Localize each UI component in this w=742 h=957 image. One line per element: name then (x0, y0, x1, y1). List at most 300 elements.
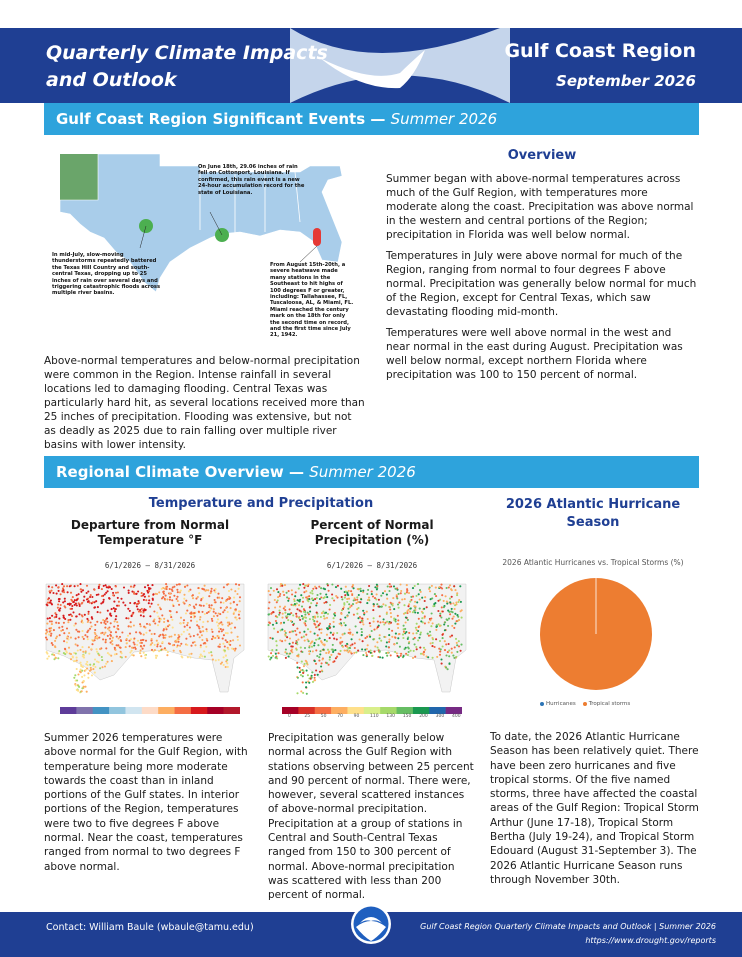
station-dot (210, 607, 212, 609)
station-dot (80, 671, 82, 673)
station-dot (227, 622, 229, 624)
colorbar-tick-label: 110 (370, 714, 379, 719)
station-dot (441, 663, 443, 665)
station-dot (45, 637, 47, 639)
station-dot (317, 674, 319, 676)
station-dot (144, 654, 146, 656)
station-dot (448, 649, 450, 651)
station-dot (86, 618, 88, 620)
station-dot (130, 638, 132, 640)
station-dot (58, 618, 60, 620)
station-dot (391, 630, 393, 632)
station-dot (367, 589, 369, 591)
station-dot (63, 640, 65, 642)
station-dot (443, 600, 445, 602)
station-dot (348, 598, 350, 600)
station-dot (377, 656, 379, 658)
station-dot (45, 633, 47, 635)
station-dot (408, 603, 410, 605)
station-dot (152, 593, 154, 595)
station-dot (306, 585, 308, 587)
station-dot (233, 601, 235, 603)
station-dot (183, 631, 185, 633)
station-dot (77, 645, 79, 647)
station-dot (70, 637, 72, 639)
colorbar-tick-label: 25 (304, 714, 311, 719)
region-name: Gulf Coast Region (504, 40, 696, 62)
station-dot (105, 663, 107, 665)
callout-heatwave: From August 15th-20th, a severe heatwave made many stations in the Southeast to hit highs of 100 degrees F or greater, including: Tallahassee, FL, Tuscaloosa, AL, & Miami, FL. Miami reached the century mark on the 18th for only the second time on record, and the first time since July 21, 1942. (270, 262, 354, 339)
station-dot (202, 630, 204, 632)
pie-chart-title: 2026 Atlantic Hurricanes vs. Tropical Storms (%) (502, 558, 684, 567)
station-dot (225, 632, 227, 634)
station-dot (115, 585, 117, 587)
station-dot (101, 588, 103, 590)
station-dot (87, 590, 89, 592)
station-dot (307, 628, 309, 630)
station-dot (302, 675, 304, 677)
station-dot (155, 657, 157, 659)
station-dot (408, 592, 410, 594)
station-dot (228, 641, 230, 643)
station-dot (349, 606, 351, 608)
station-dot (375, 598, 377, 600)
station-dot (118, 605, 120, 607)
station-dot (226, 641, 228, 643)
station-dot (430, 642, 432, 644)
station-dot (189, 589, 191, 591)
station-dot (380, 595, 382, 597)
station-dot (284, 584, 286, 586)
station-dot (362, 610, 364, 612)
station-dot (165, 583, 167, 585)
station-dot (217, 625, 219, 627)
station-dot (340, 618, 342, 620)
station-dot (176, 596, 178, 598)
station-dot (188, 633, 190, 635)
station-dot (60, 604, 62, 606)
station-dot (89, 602, 91, 604)
station-dot (63, 591, 65, 593)
station-dot (136, 644, 138, 646)
station-dot (204, 656, 206, 658)
station-dot (290, 620, 292, 622)
station-dot (125, 656, 127, 658)
station-dot (275, 657, 277, 659)
station-dot (58, 650, 60, 652)
station-dot (110, 642, 112, 644)
station-dot (128, 640, 130, 642)
station-dot (153, 610, 155, 612)
station-dot (204, 585, 206, 587)
station-dot (319, 671, 321, 673)
station-dot (327, 613, 329, 615)
station-dot (361, 648, 363, 650)
station-dot (87, 672, 89, 674)
station-dot (112, 594, 114, 596)
station-dot (454, 646, 456, 648)
station-dot (221, 630, 223, 632)
station-dot (376, 603, 378, 605)
station-dot (218, 623, 220, 625)
station-dot (87, 613, 89, 615)
station-dot (50, 633, 52, 635)
station-dot (371, 655, 373, 657)
station-dot (200, 599, 202, 601)
station-dot (404, 612, 406, 614)
station-dot (324, 639, 326, 641)
station-dot (69, 608, 71, 610)
station-dot (107, 587, 109, 589)
station-dot (140, 655, 142, 657)
station-dot (380, 640, 382, 642)
report-title (46, 40, 366, 94)
station-dot (300, 594, 302, 596)
station-dot (77, 649, 79, 651)
legend-label-hurricanes: Hurricanes (546, 701, 576, 707)
legend-swatch-hurricanes (540, 702, 544, 706)
station-dot (362, 623, 364, 625)
station-dot (104, 665, 106, 667)
station-dot (213, 608, 215, 610)
station-dot (170, 616, 172, 618)
station-dot (234, 627, 236, 629)
station-dot (421, 617, 423, 619)
station-dot (413, 650, 415, 652)
station-dot (378, 599, 380, 601)
station-dot (203, 650, 205, 652)
station-dot (297, 677, 299, 679)
station-dot (346, 601, 348, 603)
station-dot (413, 610, 415, 612)
station-dot (60, 630, 62, 632)
station-dot (318, 628, 320, 630)
station-dot (143, 645, 145, 647)
station-dot (455, 638, 457, 640)
station-dot (66, 627, 68, 629)
station-dot (290, 612, 292, 614)
station-dot (66, 636, 68, 638)
station-dot (162, 633, 164, 635)
station-dot (397, 623, 399, 625)
station-dot (353, 587, 355, 589)
station-dot (336, 638, 338, 640)
station-dot (373, 651, 375, 653)
station-dot (326, 634, 328, 636)
station-dot (397, 627, 399, 629)
station-dot (309, 631, 311, 633)
station-dot (396, 597, 398, 599)
station-dot (88, 653, 90, 655)
station-dot (313, 644, 315, 646)
station-dot (166, 598, 168, 600)
station-dot (192, 642, 194, 644)
station-dot (323, 618, 325, 620)
station-dot (181, 633, 183, 635)
station-dot (307, 600, 309, 602)
station-dot (284, 651, 286, 653)
station-dot (201, 634, 203, 636)
station-dot (194, 644, 196, 646)
station-dot (316, 612, 318, 614)
station-dot (141, 642, 143, 644)
station-dot (213, 611, 215, 613)
station-dot (107, 610, 109, 612)
station-dot (130, 626, 132, 628)
station-dot (345, 650, 347, 652)
temp-precip-title: Temperature and Precipitation (148, 496, 374, 511)
station-dot (108, 629, 110, 631)
station-dot (153, 618, 155, 620)
station-dot (359, 638, 361, 640)
station-dot (396, 652, 398, 654)
station-dot (407, 654, 409, 656)
station-dot (164, 647, 166, 649)
station-dot (143, 652, 145, 654)
station-dot (341, 609, 343, 611)
station-dot (319, 623, 321, 625)
station-dot (196, 624, 198, 626)
station-dot (299, 584, 301, 586)
station-dot (287, 600, 289, 602)
station-dot (133, 637, 135, 639)
station-dot (93, 663, 95, 665)
station-dot (210, 592, 212, 594)
station-dot (353, 652, 355, 654)
station-dot (361, 631, 363, 633)
station-dot (151, 633, 153, 635)
station-dot (393, 619, 395, 621)
station-dot (333, 621, 335, 623)
station-dot (227, 598, 229, 600)
station-dot (186, 644, 188, 646)
station-dot (62, 587, 64, 589)
station-dot (299, 619, 301, 621)
station-dot (446, 587, 448, 589)
colorbar-tick-label: 0 (288, 714, 291, 719)
station-dot (193, 635, 195, 637)
station-dot (448, 662, 450, 664)
station-dot (225, 666, 227, 668)
station-dot (347, 594, 349, 596)
station-dot (323, 615, 325, 617)
station-dot (440, 658, 442, 660)
station-dot (316, 594, 318, 596)
station-dot (282, 591, 284, 593)
station-dot (86, 598, 88, 600)
station-dot (146, 623, 148, 625)
station-dot (376, 584, 378, 586)
station-dot (229, 644, 231, 646)
station-dot (360, 598, 362, 600)
station-dot (316, 602, 318, 604)
station-dot (177, 591, 179, 593)
station-dot (133, 586, 135, 588)
station-dot (424, 622, 426, 624)
station-dot (129, 610, 131, 612)
station-dot (416, 632, 418, 634)
station-dot (429, 619, 431, 621)
station-dot (113, 607, 115, 609)
station-dot (414, 643, 416, 645)
station-dot (206, 630, 208, 632)
station-dot (383, 618, 385, 620)
station-dot (318, 660, 320, 662)
station-dot (428, 621, 430, 623)
station-dot (443, 606, 445, 608)
station-dot (77, 673, 79, 675)
station-dot (94, 606, 96, 608)
station-dot (403, 625, 405, 627)
station-dot (144, 596, 146, 598)
station-dot (378, 637, 380, 639)
precipitation-colorbar (282, 707, 462, 714)
station-dot (434, 593, 436, 595)
station-dot (169, 596, 171, 598)
station-dot (230, 632, 232, 634)
station-dot (133, 624, 135, 626)
station-dot (60, 593, 62, 595)
station-dot (59, 634, 61, 636)
station-dot (301, 651, 303, 653)
station-dot (344, 616, 346, 618)
station-dot (396, 655, 398, 657)
station-dot (409, 608, 411, 610)
station-dot (47, 598, 49, 600)
station-dot (216, 635, 218, 637)
station-dot (400, 590, 402, 592)
station-dot (461, 617, 463, 619)
station-dot (67, 603, 69, 605)
legend-label-tropical-storms: Tropical storms (588, 701, 631, 707)
station-dot (229, 597, 231, 599)
station-dot (102, 638, 104, 640)
station-dot (135, 631, 137, 633)
station-dot (222, 629, 224, 631)
station-dot (419, 633, 421, 635)
station-dot (379, 634, 381, 636)
station-dot (231, 648, 233, 650)
station-dot (61, 583, 63, 585)
station-dot (120, 647, 122, 649)
station-dot (199, 636, 201, 638)
station-dot (311, 677, 313, 679)
station-dot (223, 656, 225, 658)
station-dot (343, 606, 345, 608)
station-dot (73, 677, 75, 679)
thermometer-icon (313, 228, 321, 246)
station-dot (303, 611, 305, 613)
station-dot (313, 620, 315, 622)
station-dot (322, 649, 324, 651)
station-dot (107, 661, 109, 663)
station-dot (58, 609, 60, 611)
station-dot (107, 635, 109, 637)
station-dot (351, 594, 353, 596)
station-dot (184, 626, 186, 628)
station-dot (145, 632, 147, 634)
station-dot (66, 641, 68, 643)
station-dot (268, 613, 270, 615)
station-dot (230, 607, 232, 609)
station-dot (131, 591, 133, 593)
station-dot (331, 597, 333, 599)
station-dot (423, 608, 425, 610)
station-dot (305, 686, 307, 688)
station-dot (131, 613, 133, 615)
station-dot (105, 618, 107, 620)
overview-body (386, 172, 698, 389)
station-dot (326, 640, 328, 642)
station-dot (284, 609, 286, 611)
station-dot (429, 590, 431, 592)
station-dot (138, 611, 140, 613)
station-dot (294, 630, 296, 632)
station-dot (272, 655, 274, 657)
station-dot (269, 594, 271, 596)
station-dot (456, 651, 458, 653)
station-dot (325, 593, 327, 595)
station-dot (101, 666, 103, 668)
station-dot (279, 595, 281, 597)
station-dot (390, 612, 392, 614)
station-dot (369, 625, 371, 627)
station-dot (69, 619, 71, 621)
station-dot (394, 651, 396, 653)
colorbar-tick-label: 70 (337, 714, 343, 719)
station-dot (329, 608, 331, 610)
station-dot (342, 633, 344, 635)
station-dot (86, 691, 88, 693)
station-dot (429, 631, 431, 633)
station-dot (352, 603, 354, 605)
station-dot (185, 612, 187, 614)
station-dot (46, 658, 48, 660)
station-dot (156, 612, 158, 614)
station-dot (215, 588, 217, 590)
station-dot (74, 585, 76, 587)
precipitation-summary: Precipitation was generally below normal across the Gulf Region with stations observing between 25 percent and 90 percent of normal. There were, however, several scattered instances of above-normal precipitation. Precipitation at a group of stations in Central and South-Central Texas ranged from 150 to 300 percent of normal. Above-normal precipitation was scattered with less than 200 percent of normal. (268, 732, 474, 902)
station-dot (296, 692, 298, 694)
station-dot (309, 618, 311, 620)
station-dot (397, 615, 399, 617)
station-dot (286, 592, 288, 594)
station-dot (349, 650, 351, 652)
station-dot (325, 652, 327, 654)
station-dot (417, 583, 419, 585)
station-dot (80, 669, 82, 671)
station-dot (105, 639, 107, 641)
station-dot (436, 624, 438, 626)
station-dot (439, 615, 441, 617)
station-dot (301, 636, 303, 638)
station-dot (390, 602, 392, 604)
station-dot (137, 600, 139, 602)
station-dot (127, 635, 129, 637)
station-dot (356, 599, 358, 601)
station-dot (148, 595, 150, 597)
station-dot (217, 618, 219, 620)
station-dot (296, 666, 298, 668)
station-dot (268, 590, 270, 592)
station-dot (152, 620, 154, 622)
station-dot (136, 603, 138, 605)
station-dot (292, 614, 294, 616)
station-dot (315, 639, 317, 641)
station-dot (312, 618, 314, 620)
station-dot (134, 643, 136, 645)
footer-url-link[interactable]: https://www.drought.gov/reports (585, 936, 716, 945)
